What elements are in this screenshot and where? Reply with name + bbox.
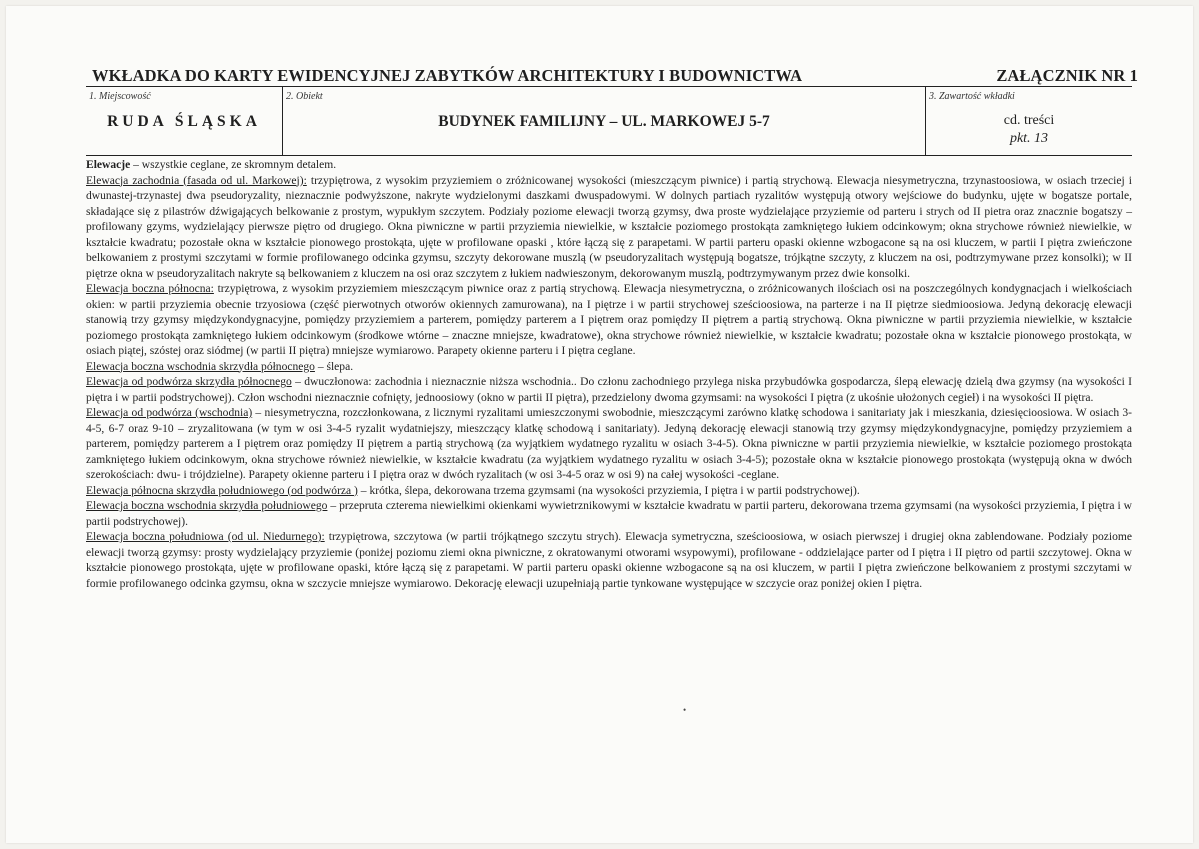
paragraph-heading: Elewacja boczna południowa (od ul. Niedurnego):	[86, 531, 325, 543]
paragraph-heading: Elewacja od podwórza skrzydła północnego	[86, 376, 292, 388]
paragraph-heading: Elewacje	[86, 159, 131, 171]
content-label: 3. Zawartość wkładki	[929, 91, 1015, 102]
paragraph-text: trzypiętrowa, z wysokim przyziemiem o zróżnicowanej wysokości (mieszczącym piwnice) i partią strychową. Elewacja niesymetryczna, trzynastoosiowa, w osiach trzeciej i dwunastej-trzynastej dwa pseudoryzality, nieznacznie podwyższone, nakryte wydzielonymi daszkami dwuspadowymi. W dolnych partiach ryzalitów występują otwory wejściowe do budynku, ujęte w bogatsze portale, składające się z pilastrów dźwigających belkowanie z prostym, wypukłym szczytem. Podziały poziome elewacji tworzą gzymsy, dwa proste wydzielające przyziemie od parteru i strych od II pietra oraz znacznie bogatszy – profilowany gzyms, wydzielający pierwsze piętro od drugiego. Okna piwniczne w partii przyziemia niewielkie, w kształcie poziomego prostokąta zamkniętego łukiem odcinkowym; okna strychowe również niewielkie, w kształcie kwadratu; pozostałe okna w kształcie pionowego prostokąta, ujęte w profilowane opaski , które łączą się z parapetami. W partii parteru opaski okienne wzbogacone są na osi kluczem, w partii I piętra zwieńczone belkowaniem z prostymi szczytami w formie profilowanego odcinka gzymsu, szczyty dekorowane muszlą (w pseudoryzalitach występują bogatsze, trójkątne szczyty, z kluczem na osi, podtrzymywane przez konsolki); w II piętrze okna w pseudoryzalitach nakryte są belkowaniem z kluczem na osi oraz szczytem z łukiem nadwieszonym, dekorowanym muszlą, podtrzymywanym przez dwie konsolki.	[86, 174, 1132, 280]
paragraph-heading: Elewacja od podwórza (wschodnia)	[86, 407, 253, 419]
paragraph-text: trzypiętrowa, z wysokim przyziemiem mieszczącym piwnice oraz z partią strychową. Elewacja niesymetryczna, o zróżnicowanych ilościach osi na poszczególnych kondygnacjach i wielkościach okien: w partii przyziemia obecnie trzyosiowa (część pierwotnych otworów okiennych zamurowana), na I piętrze i w partii strychowej sześcioosiowa, na parterze i na II piętrze siedmioosiowa. Jedyną dekorację elewacji stanowią trzy gzymsy międzykondygnacyjne, pomiędzy przyziemiem a parterem, pomiędzy parterem a I piętrem oraz pomiędzy II piętrem a partią strychową. Okna piwniczne w partii przyziemia niewielkie, w kształcie poziomego prostokąta zamkniętego łukiem odcinkowym (środkowe wtórne – znaczne mniejsze, kwadratowe), okna strychowe również niewielkie, w kształcie kwadratu; pozostałe okna w kształcie pionowego prostokąta, w osiach piątej, szóstej oraz siódmej (w partii II piętra) mniejsze wymiarowo. Parapety okienne parteru i I piętra ceglane.	[86, 283, 1133, 357]
paragraph-east-south-wing	[86, 499, 1132, 530]
info-boxes	[86, 87, 1132, 155]
paragraph-west-elevation	[86, 174, 1132, 283]
paragraph-heading: Elewacja boczna północna:	[86, 283, 214, 295]
paragraph-text: – przeprutа czterema niewielkimi okienkami wywietrznikowymi w kształcie kwadratu w partii parteru, dekorowana trzema gzymsami (na wysokości przyziemia, I piętra i w partii podstrychowej).	[86, 500, 1133, 528]
attachment-number: ZAŁĄCZNIK NR 1	[996, 66, 1138, 85]
object-box	[282, 87, 925, 155]
locality-value: RUDA ŚLĄSKA	[107, 113, 261, 130]
document-title: WKŁADKA DO KARTY EWIDENCYJNEJ ZABYTKÓW ARCHITEKTURY I BUDOWNICTWA	[92, 66, 803, 85]
document-body	[86, 158, 1132, 592]
paragraph-text: – ślepa.	[314, 360, 354, 373]
paragraph-text: – krótka, ślepa, dekorowana trzema gzymsami (na wysokości przyziemia, I piętra i w partii podstrychowej).	[357, 484, 860, 497]
paragraph-heading: Elewacja północna skrzydła południowego (od podwórza )	[86, 484, 358, 497]
object-value: BUDYNEK FAMILIJNY – UL. MARKOWEJ 5-7	[438, 113, 770, 130]
locality-box	[86, 87, 282, 155]
paragraph-north-south-wing	[86, 484, 1132, 500]
paragraph-text: – wszystkie ceglane, ze skromnym detalem.	[130, 159, 337, 171]
content-box	[925, 87, 1132, 155]
paragraph-heading: Elewacja boczna wschodnia skrzydła północnego	[86, 360, 315, 373]
paragraph-courtyard-north-wing	[86, 375, 1132, 406]
paragraph-east-north-wing	[86, 360, 1132, 376]
page-mark: •	[683, 705, 687, 715]
paragraph-elevations	[86, 158, 1132, 174]
boxes-rule	[86, 155, 1132, 156]
paragraph-heading: Elewacja zachodnia (fasada od ul. Markowej):	[86, 174, 307, 187]
locality-label: 1. Miejscowość	[89, 91, 151, 102]
paragraph-text: trzypiętrowa, szczytowa (w partii trójkątnego szczytu strych). Elewacja symetryczna, sześcioosiowa, w osiach pierwszej i drugiej okna zablendowane. Podziały poziome elewacji tworzą gzymsy: prosty wydzielający przyziemie (poniżej poziomu ziemi okna piwniczne, z okratowanymi otworami wsypowymi), profilowane - oddzielające parter od I piętra i II piętro od partii szczytowej. Okna w kształcie pionowego prostokąta, ujęte w profilowane opaski, które łączą się z parapetami. W partii parteru opaski okienne wzbogacone są na osi kluczem, w partii I piętra zwieńczone belkowaniem z prostymi szczytami w formie profilowanego odcinka gzymsu, okna w szczycie mniejsze wymiarowo. Dekorację elewacji uzupełniają partie tynkowane występujące w szczycie oraz poniżej okien I piętra.	[86, 531, 1132, 590]
paragraph-text: – dwuczłonowa: zachodnia i nieznacznie niższa wschodnia.. Do członu zachodniego przylega niska przybudówka gospodarcza, ślepą elewację dzielą dwa gzymsy (na wysokości I piętra i w partii podstrychowej). Człon wschodni nieznacznie cofnięty, jednoosiowy (okno w partii II piętra), przedzielony dwoma gzymsami: na wysokości I piętra (z ukośnie ułożonych cegieł) i na wysokości II piętra.	[86, 376, 1132, 404]
paragraph-text: – niesymetryczna, rozczłonkowana, z licznymi ryzalitami umieszczonymi swobodnie, mieszczącymi zarówno klatkę schodowa i sanitariaty jak i mieszkania, dziesięcioosiowa. W osiach 3-4-5, 6-7 oraz 9-10 – zryzalitowana (w tym w osi 3-4-5 ryzalit wydatniejszy, mieszczący klatkę schodową i sanitariaty). Jedyną dekorację elewacji stanowią trzy gzymsy międzykondygnacyjne, pomiędzy przyziemiem a parterem, pomiędzy parterem a I piętrem oraz pomiędzy II piętrem a partią strychową (za wyjątkiem wydatnego ryzalitu w osiach 3-4-5). Okna piwniczne w partii przyziemia niewielkie, w kształcie poziomego prostokąta zamkniętego łukiem odcinkowym, okna strychowe również niewielkie, w kształcie kwadratu (za wyjątkiem wydatnego ryzalitu w osiach 3-4-5); pozostałe okna w kształcie pionowego prostokąta (występują okna w dwóch szerokościach: dwu- i trójdzielne). Parapety okienne parteru i I piętra oraz w dwóch ryzalitach (w osi 3-4-5 oraz w osi 9) na całej wysokości -ceglane.	[86, 407, 1132, 481]
paragraph-north-elevation	[86, 282, 1132, 360]
content-point: pkt. 13	[1009, 131, 1049, 146]
document-header	[92, 66, 1138, 86]
object-label: 2. Obiekt	[286, 91, 323, 102]
paragraph-courtyard-east	[86, 406, 1132, 484]
paragraph-heading: Elewacja boczna wschodnia skrzydła południowego	[86, 500, 328, 512]
content-value: cd. treści	[1003, 113, 1055, 128]
paragraph-south-elevation	[86, 530, 1132, 592]
